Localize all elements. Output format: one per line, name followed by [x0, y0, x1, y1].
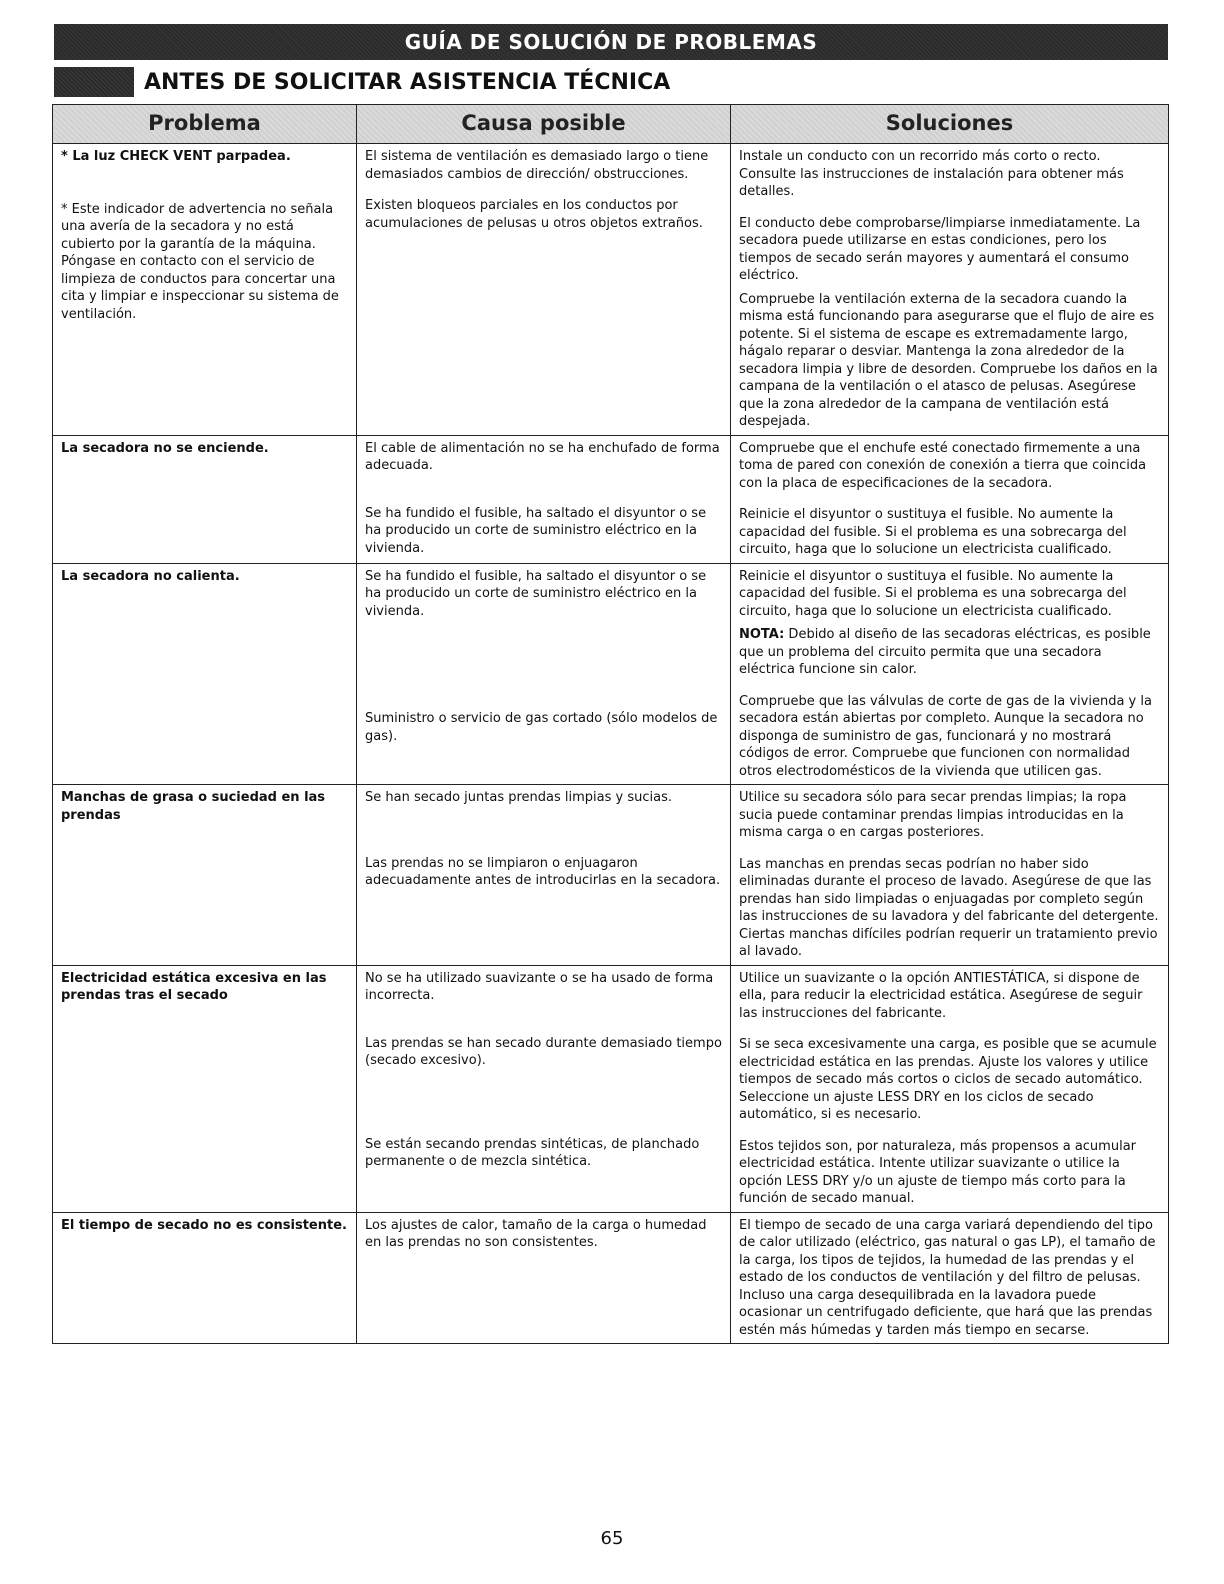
cause-text: Las prendas se han secado durante demasiado tiempo (secado excesivo).	[365, 1035, 722, 1068]
solution-text: Compruebe la ventilación externa de la secadora cuando la misma está funcionando para asegurarse que el flujo de aire es potente. Si el sistema de escape es extremadamente largo, hágalo reparar o desviar. Mantenga la zona alrededor de la secadora limpia y libre de desorden. Compruebe los daños en la campana de la ventilación o el atasco de pelusas. Asegúrese que la zona alrededor de la campana de ventilación está despejada.	[739, 291, 1158, 429]
cause-cell	[357, 785, 731, 966]
cause-cell	[357, 1212, 731, 1344]
title-banner	[54, 24, 1168, 60]
note-text: Debido al diseño de las secadoras eléctricas, es posible que un problema del circuito permita que una secadora eléctrica funcione sin calor.	[739, 627, 1151, 677]
solution-cell	[731, 965, 1169, 1212]
solution-text: El tiempo de secado de una carga variará dependiendo del tipo de calor utilizado (eléctrico, gas natural o gas LP), el tamaño de la carga, los tipos de tejidos, la humedad de las prendas y el estado de los conductos de ventilación y del filtro de pelusas. Incluso una carga desequilibrada en la lavadora puede ocasionar un centrifugado deficiente, que hará que las prendas estén más húmedas y tarden más tiempo en secarse.	[739, 1217, 1156, 1338]
column-header-cause: Causa posible	[357, 105, 731, 144]
cause-cell	[357, 965, 731, 1212]
problem-cell	[53, 563, 357, 785]
solution-text: Las manchas en prendas secas podrían no haber sido eliminadas durante el proceso de lavado. Asegúrese de que las prendas han sido limpiadas o enjuagadas por completo según las instrucciones de su lavadora y del fabricante del detergente. Ciertas manchas difíciles podrían requerir un tratamiento previo al lavado.	[739, 856, 1159, 959]
troubleshooting-table	[52, 104, 1169, 1344]
section-heading	[54, 66, 670, 98]
cause-text: No se ha utilizado suavizante o se ha usado de forma incorrecta.	[365, 970, 714, 1003]
solution-text: Compruebe que el enchufe esté conectado firmemente a una toma de pared con conexión de conexión a tierra que coincida con la placa de especificaciones de la secadora.	[739, 440, 1147, 491]
solution-text: Si se seca excesivamente una carga, es posible que se acumule electricidad estática en las prendas. Ajuste los valores y utilice tiempos de secado más cortos o ciclos de secado automático. Seleccione un ajuste LESS DRY en los ciclos de secado automático, si es necesario.	[739, 1037, 1157, 1122]
solution-text: Utilice su secadora sólo para secar prendas limpias; la ropa sucia puede contaminar prendas limpias introducidas en la misma carga o en cargas posteriores.	[739, 790, 1127, 840]
problem-cell	[53, 785, 357, 966]
note-label: NOTA:	[739, 627, 785, 642]
column-header-solutions: Soluciones	[731, 105, 1169, 144]
problem-text: Electricidad estática excesiva en las prendas tras el secado	[61, 970, 327, 1003]
table-row	[53, 563, 1169, 785]
solution-text: Reinicie el disyuntor o sustituya el fusible. No aumente la capacidad del fusible. Si el problema es una sobrecarga del circuito, haga que lo solucione un electricista cualificado.	[739, 507, 1127, 557]
heading-marker-block	[54, 67, 134, 97]
problem-cell	[53, 144, 357, 436]
problem-cell	[53, 1212, 357, 1344]
cause-text: Se han secado juntas prendas limpias y sucias.	[365, 790, 673, 805]
cause-text: El sistema de ventilación es demasiado largo o tiene demasiados cambios de dirección/ obstrucciones.	[365, 149, 709, 182]
solution-text: Reinicie el disyuntor o sustituya el fusible. No aumente la capacidad del fusible. Si el problema es una sobrecarga del circuito, haga que lo solucione un electricista cualificado.	[739, 568, 1127, 619]
problem-text: Manchas de grasa o suciedad en las prendas	[61, 790, 326, 823]
solution-text: Compruebe que las válvulas de corte de gas de la vivienda y la secadora están abiertas por completo. Aunque la secadora no disponga de suministro de gas, funcionará y no mostrará códigos de error. Compruebe que funcionen con normalidad otros electrodomésticos de la vivienda que utilicen gas.	[739, 693, 1152, 779]
problem-note: * Este indicador de advertencia no señala una avería de la secadora y no está cubierto por la garantía de la máquina. Póngase en contacto con el servicio de limpieza de conductos para concertar una cita y limpiar e inspeccionar su sistema de ventilación.	[61, 201, 339, 322]
solution-cell	[731, 785, 1169, 966]
cause-cell	[357, 144, 731, 436]
cause-text: El cable de alimentación no se ha enchufado de forma adecuada.	[365, 440, 720, 473]
problem-text: * La luz CHECK VENT parpadea.	[61, 149, 291, 164]
table-row	[53, 144, 1169, 436]
cause-cell	[357, 563, 731, 785]
solution-text: Instale un conducto con un recorrido más corto o recto. Consulte las instrucciones de instalación para obtener más detalles.	[739, 149, 1124, 199]
cause-text: Los ajustes de calor, tamaño de la carga o humedad en las prendas no son consistentes.	[365, 1217, 707, 1250]
problem-text: La secadora no calienta.	[61, 568, 240, 584]
column-header-problem: Problema	[53, 105, 357, 144]
note-paragraph	[739, 626, 1160, 679]
section-title: ANTES DE SOLICITAR ASISTENCIA TÉCNICA	[144, 69, 671, 95]
cause-cell	[357, 435, 731, 563]
solution-text: Estos tejidos son, por naturaleza, más propensos a acumular electricidad estática. Intente utilizar suavizante o utilice la opción LESS DRY y/o un ajuste de tiempo más corto para la función de secado manual.	[739, 1138, 1137, 1206]
problem-cell	[53, 435, 357, 563]
solution-text: Utilice un suavizante o la opción ANTIESTÁTICA, si dispone de ella, para reducir la electricidad estática. Asegúrese de seguir las instrucciones del fabricante.	[739, 970, 1143, 1021]
problem-text: El tiempo de secado no es consistente.	[61, 1217, 347, 1233]
banner-title: GUÍA DE SOLUCIÓN DE PROBLEMAS	[404, 30, 818, 54]
cause-text: Se están secando prendas sintéticas, de planchado permanente o de mezcla sintética.	[365, 1136, 700, 1169]
table-row	[53, 965, 1169, 1212]
solution-cell	[731, 1212, 1169, 1344]
cause-text: Suministro o servicio de gas cortado (sólo modelos de gas).	[365, 711, 718, 744]
cause-text: Existen bloqueos parciales en los conductos por acumulaciones de pelusas u otros objetos extraños.	[365, 198, 703, 231]
problem-text: La secadora no se enciende.	[61, 440, 269, 456]
cause-text: Las prendas no se limpiaron o enjuagaron adecuadamente antes de introducirlas en la secadora.	[365, 855, 721, 888]
table-row	[53, 1212, 1169, 1344]
cause-text: Se ha fundido el fusible, ha saltado el disyuntor o se ha producido un corte de suministro eléctrico en la vivienda.	[365, 568, 707, 619]
solution-text: El conducto debe comprobarse/limpiarse inmediatamente. La secadora puede utilizarse en estas condiciones, pero los tiempos de secado serán mayores y aumentará el consumo eléctrico.	[739, 215, 1141, 283]
cause-text: Se ha fundido el fusible, ha saltado el disyuntor o se ha producido un corte de suministro eléctrico en la vivienda.	[365, 505, 707, 556]
problem-cell	[53, 965, 357, 1212]
table-row	[53, 785, 1169, 966]
table-row	[53, 435, 1169, 563]
solution-cell	[731, 144, 1169, 436]
table-header-row	[53, 105, 1169, 144]
solution-cell	[731, 435, 1169, 563]
page-number: 65	[600, 1528, 624, 1549]
solution-cell	[731, 563, 1169, 785]
